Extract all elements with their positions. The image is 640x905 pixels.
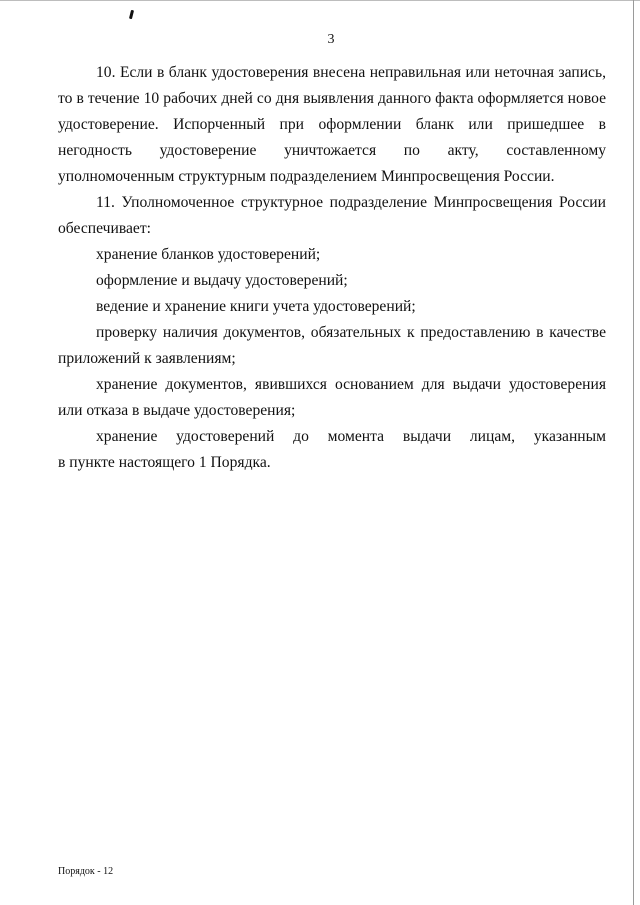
page-right-edge	[633, 0, 634, 905]
list-item-certificate-storage: хранение удостоверений до момента выдачи лицам, указанным	[96, 428, 606, 445]
list-item-certificate-storage-cont: в пункте настоящего 1 Порядка.	[58, 454, 271, 471]
list-item-storage-blanks: хранение бланков удостоверений;	[96, 246, 321, 263]
list-item-document-storage: хранение документов, явившихся основанием для выдачи удостоверения или отказа в выдаче удостоверения;	[58, 376, 606, 419]
paragraph-11: 11. Уполномоченное структурное подразделение Минпросвещения России обеспечивает:	[58, 194, 606, 237]
document-body	[58, 60, 606, 476]
page-number: 3	[327, 32, 335, 47]
scan-mark	[129, 10, 134, 19]
list-item-issuance: оформление и выдачу удостоверений;	[96, 272, 348, 289]
list-item-document-check: проверку наличия документов, обязательных к предоставлению в качестве приложений к заявлениям;	[58, 324, 606, 367]
list-item-register-book: ведение и хранение книги учета удостоверений;	[96, 298, 416, 315]
footer-label: Порядок - 12	[58, 866, 114, 877]
paragraph-10: 10. Если в бланк удостоверения внесена неправильная или неточная запись, то в течение 10 рабочих дней со дня выявления данного факта оформляется новое удостоверение. Испорченный при оформлении бланк или пришедшее в негодность удостоверение уничтожается по акту, составленному уполномоченным структурным подразделением Минпросвещения России.	[58, 64, 606, 185]
page-top-edge	[0, 0, 640, 1]
